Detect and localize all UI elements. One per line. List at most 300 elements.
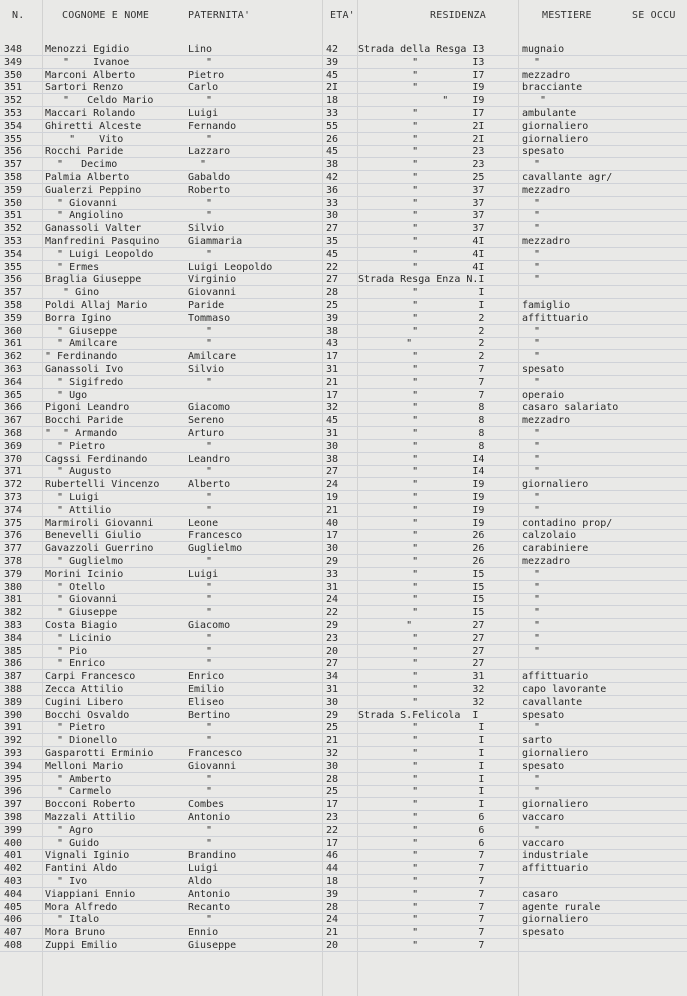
- row-number: 348: [4, 44, 23, 55]
- row-occupation: cavallante: [522, 696, 583, 708]
- row-paternity: Luigi Leopoldo: [188, 261, 273, 273]
- table-row: [0, 466, 687, 478]
- row-number: 350: [4, 69, 23, 81]
- row-name: Costa Biagio: [45, 620, 118, 631]
- row-name: Carpi Francesco: [45, 671, 136, 683]
- row-number: 392: [4, 735, 23, 747]
- row-occupation: spesato: [522, 709, 565, 721]
- row-name: " Ermes: [45, 261, 100, 273]
- table-row: [0, 121, 687, 133]
- row-paternity: Virginio: [188, 274, 237, 286]
- row-paternity: Emilio: [188, 684, 225, 695]
- row-number: 389: [4, 696, 23, 708]
- row-residence: " 8: [358, 440, 485, 452]
- row-paternity: ": [188, 56, 213, 68]
- row-paternity: ": [188, 504, 213, 516]
- row-number: 385: [4, 645, 23, 657]
- row-paternity: Bertino: [188, 709, 231, 721]
- row-age: 17: [326, 389, 339, 401]
- row-occupation: ": [522, 645, 541, 657]
- row-paternity: Recanto: [188, 901, 231, 913]
- row-age: 24: [326, 914, 339, 926]
- row-occupation: giornaliero: [522, 479, 589, 491]
- row-number: 350: [4, 197, 23, 209]
- row-name: Ganassoli Valter: [45, 223, 142, 235]
- row-age: 34: [326, 671, 339, 683]
- table-row: [0, 70, 687, 82]
- row-paternity: Francesco: [188, 748, 243, 759]
- table-row: [0, 876, 687, 888]
- row-age: 27: [326, 223, 339, 235]
- table-row: [0, 479, 687, 491]
- row-occupation: ": [522, 338, 541, 350]
- row-residence: " 7: [358, 364, 485, 375]
- table-row: [0, 390, 687, 402]
- row-occupation: affittuario: [522, 671, 589, 683]
- row-name: Vignali Iginio: [45, 850, 130, 862]
- row-name: " " Armando: [45, 428, 118, 439]
- row-paternity: ": [188, 556, 213, 567]
- row-name: Bocchi Paride: [45, 415, 124, 427]
- row-number: 357: [4, 287, 23, 299]
- row-age: 33: [326, 108, 339, 119]
- row-paternity: Giammaria: [188, 236, 243, 247]
- row-age: 19: [326, 492, 339, 503]
- row-age: 31: [326, 364, 339, 375]
- row-residence: " I: [358, 287, 485, 299]
- row-residence: " 26: [358, 530, 485, 542]
- table-row: [0, 505, 687, 517]
- row-paternity: Giovanni: [188, 760, 237, 772]
- row-name: Zuppi Emilio: [45, 940, 118, 951]
- row-residence: " I9: [358, 479, 485, 491]
- table-row: [0, 95, 687, 107]
- row-paternity: ": [188, 159, 207, 171]
- row-number: 373: [4, 492, 23, 503]
- row-occupation: ": [522, 594, 541, 606]
- row-occupation: spesato: [522, 927, 565, 939]
- row-residence: " 32: [358, 696, 485, 708]
- row-paternity: Arturo: [188, 428, 225, 439]
- row-age: 17: [326, 530, 339, 542]
- row-age: 39: [326, 888, 339, 900]
- row-age: 46: [326, 850, 339, 862]
- row-occupation: spesato: [522, 364, 565, 375]
- table-row: [0, 697, 687, 709]
- row-paternity: Tommaso: [188, 312, 231, 324]
- row-number: 384: [4, 632, 23, 644]
- row-number: 356: [4, 146, 23, 158]
- row-age: 29: [326, 556, 339, 567]
- table-row: [0, 223, 687, 235]
- row-number: 377: [4, 543, 23, 555]
- row-age: 45: [326, 69, 339, 81]
- row-number: 354: [4, 248, 23, 260]
- row-number: 375: [4, 517, 23, 529]
- row-occupation: vaccaro: [522, 837, 565, 849]
- row-name: " Attilio: [45, 504, 112, 516]
- row-age: 31: [326, 684, 339, 695]
- row-name: Gualerzi Peppino: [45, 184, 142, 196]
- row-age: 33: [326, 568, 339, 580]
- row-age: 42: [326, 172, 339, 183]
- row-occupation: ": [522, 351, 541, 363]
- row-age: 32: [326, 402, 339, 414]
- row-name: Sartori Renzo: [45, 82, 124, 94]
- row-paternity: Silvio: [188, 364, 225, 375]
- row-number: 381: [4, 594, 23, 606]
- row-occupation: ": [522, 773, 541, 785]
- row-residence: " 8: [358, 415, 485, 427]
- row-paternity: Alberto: [188, 479, 231, 491]
- table-row: [0, 44, 687, 56]
- row-age: 31: [326, 581, 339, 593]
- row-residence: " 37: [358, 197, 485, 209]
- row-age: 22: [326, 607, 339, 619]
- row-name: " Licinio: [45, 632, 112, 644]
- row-paternity: ": [188, 722, 213, 734]
- row-number: 391: [4, 722, 23, 734]
- table-row: [0, 249, 687, 261]
- row-occupation: ": [522, 466, 541, 478]
- row-number: 361: [4, 338, 23, 350]
- table-row: [0, 582, 687, 594]
- row-number: 406: [4, 914, 23, 926]
- row-name: Marconi Alberto: [45, 69, 136, 81]
- row-residence: " I: [358, 722, 485, 734]
- table-row: [0, 262, 687, 274]
- row-occupation: ": [522, 325, 541, 337]
- row-residence: " I9: [358, 95, 485, 107]
- row-residence: " 23: [358, 159, 485, 171]
- row-paternity: Brandino: [188, 850, 237, 862]
- row-age: 38: [326, 325, 339, 337]
- row-occupation: ": [522, 261, 541, 273]
- row-paternity: ": [188, 773, 213, 785]
- row-paternity: Paride: [188, 300, 225, 311]
- row-paternity: Antonio: [188, 888, 231, 900]
- row-residence: " I4: [358, 466, 485, 478]
- row-number: 352: [4, 95, 23, 107]
- row-residence: " 27: [358, 632, 485, 644]
- table-row: [0, 146, 687, 158]
- row-name: Melloni Mario: [45, 760, 124, 772]
- row-number: 395: [4, 773, 23, 785]
- row-age: 39: [326, 56, 339, 68]
- row-age: 30: [326, 210, 339, 222]
- row-residence: " 2I: [358, 120, 485, 132]
- table-row: [0, 274, 687, 286]
- row-occupation: ": [522, 376, 541, 388]
- row-paternity: Antonio: [188, 812, 231, 823]
- row-name: " Amberto: [45, 773, 112, 785]
- row-age: 38: [326, 453, 339, 465]
- row-name: Braglia Giuseppe: [45, 274, 142, 286]
- row-age: 33: [326, 197, 339, 209]
- row-number: 386: [4, 658, 23, 670]
- row-residence: " I9: [358, 492, 485, 503]
- row-age: 27: [326, 658, 339, 670]
- row-residence: " I: [358, 799, 485, 811]
- table-row: [0, 812, 687, 824]
- row-age: 42: [326, 44, 339, 55]
- row-occupation: ": [522, 504, 541, 516]
- row-paternity: ": [188, 492, 213, 503]
- table-row: [0, 838, 687, 850]
- row-residence: " I: [358, 786, 485, 798]
- row-age: 38: [326, 159, 339, 171]
- row-occupation: ": [522, 568, 541, 580]
- row-paternity: ": [188, 607, 213, 619]
- row-occupation: ": [522, 95, 547, 107]
- row-occupation: sarto: [522, 735, 553, 747]
- row-residence: " 7: [358, 850, 485, 862]
- row-name: Rocchi Paride: [45, 146, 124, 158]
- row-name: Bocconi Roberto: [45, 799, 136, 811]
- row-name: " Giovanni: [45, 197, 118, 209]
- row-occupation: casaro salariato: [522, 402, 619, 414]
- row-paternity: ": [188, 338, 213, 350]
- row-residence: " 31: [358, 671, 485, 683]
- row-occupation: giornaliero: [522, 799, 589, 811]
- table-row: [0, 850, 687, 862]
- row-occupation: mezzadro: [522, 184, 571, 196]
- table-row: [0, 889, 687, 901]
- row-paternity: Francesco: [188, 530, 243, 542]
- row-age: 45: [326, 248, 339, 260]
- row-number: 378: [4, 556, 23, 567]
- row-name: Marmiroli Giovanni: [45, 517, 154, 529]
- row-paternity: Aldo: [188, 876, 213, 887]
- row-occupation: mezzadro: [522, 415, 571, 427]
- table-row: [0, 351, 687, 363]
- row-age: 29: [326, 620, 339, 631]
- row-number: 403: [4, 876, 23, 887]
- row-residence: " 7: [358, 888, 485, 900]
- row-residence: " 26: [358, 556, 485, 567]
- row-occupation: ": [522, 210, 541, 222]
- row-occupation: bracciante: [522, 82, 583, 94]
- row-age: 28: [326, 773, 339, 785]
- row-name: " Giuseppe: [45, 607, 118, 619]
- row-residence: " 7: [358, 389, 485, 401]
- row-name: " Augusto: [45, 466, 112, 478]
- table-row: [0, 185, 687, 197]
- row-occupation: affittuario: [522, 312, 589, 324]
- row-residence: " I9: [358, 82, 485, 94]
- row-number: 402: [4, 863, 23, 875]
- row-number: 396: [4, 786, 23, 798]
- row-paternity: Eliseo: [188, 696, 225, 708]
- table-row: [0, 210, 687, 222]
- row-residence: " I5: [358, 581, 485, 593]
- table-row: [0, 594, 687, 606]
- row-residence: " 2: [358, 325, 485, 337]
- row-age: 25: [326, 722, 339, 734]
- row-paternity: ": [188, 376, 213, 388]
- table-row: [0, 684, 687, 696]
- row-paternity: Sereno: [188, 415, 225, 427]
- row-name: Palmia Alberto: [45, 172, 130, 183]
- table-row: [0, 108, 687, 120]
- header-residence: RESIDENZA: [430, 10, 486, 21]
- row-occupation: contadino prop/: [522, 517, 613, 529]
- row-residence: " 7: [358, 927, 485, 939]
- row-residence: " 8: [358, 402, 485, 414]
- row-number: 363: [4, 364, 23, 375]
- row-paternity: ": [188, 133, 213, 145]
- row-occupation: giornaliero: [522, 914, 589, 926]
- row-number: 369: [4, 440, 23, 452]
- row-name: Mora Alfredo: [45, 901, 118, 913]
- row-age: 36: [326, 184, 339, 196]
- row-age: 17: [326, 837, 339, 849]
- row-name: " Luigi: [45, 492, 100, 503]
- row-occupation: operaio: [522, 389, 565, 401]
- row-paternity: Enrico: [188, 671, 225, 683]
- row-name: " Ugo: [45, 389, 88, 401]
- row-name: " Vito: [45, 133, 124, 145]
- row-residence: " 8: [358, 428, 485, 439]
- row-occupation: casaro: [522, 888, 559, 900]
- row-name: Gasparotti Erminio: [45, 748, 154, 759]
- row-occupation: affittuario: [522, 863, 589, 875]
- row-paternity: ": [188, 632, 213, 644]
- row-name: Menozzi Egidio: [45, 44, 130, 55]
- row-occupation: ": [522, 620, 541, 631]
- row-number: 355: [4, 133, 23, 145]
- row-name: " Pietro: [45, 722, 106, 734]
- row-paternity: ": [188, 837, 213, 849]
- table-row: [0, 799, 687, 811]
- table-row: [0, 914, 687, 926]
- row-residence: " I7: [358, 108, 485, 119]
- row-age: 24: [326, 479, 339, 491]
- table-row: [0, 492, 687, 504]
- row-residence: " I7: [358, 69, 485, 81]
- row-age: 45: [326, 415, 339, 427]
- row-residence: " I5: [358, 594, 485, 606]
- table-row: [0, 748, 687, 760]
- row-number: 349: [4, 56, 23, 68]
- table-row: [0, 287, 687, 299]
- table-row: [0, 556, 687, 568]
- row-number: 358: [4, 172, 23, 183]
- row-number: 357: [4, 159, 23, 171]
- row-paternity: ": [188, 325, 213, 337]
- row-name: " Giuseppe: [45, 325, 118, 337]
- row-number: 358: [4, 300, 23, 311]
- row-name: Mazzali Attilio: [45, 812, 136, 823]
- row-number: 401: [4, 850, 23, 862]
- row-number: 353: [4, 236, 23, 247]
- row-number: 360: [4, 325, 23, 337]
- row-name: " Enrico: [45, 658, 106, 670]
- row-age: 24: [326, 594, 339, 606]
- row-name: Mora Bruno: [45, 927, 106, 939]
- row-occupation: mezzadro: [522, 556, 571, 567]
- row-age: 23: [326, 812, 339, 823]
- row-age: 26: [326, 133, 339, 145]
- row-occupation: mugnaio: [522, 44, 565, 55]
- row-number: 368: [4, 428, 23, 439]
- row-residence: Strada S.Felicola I: [358, 709, 479, 721]
- row-occupation: mezzadro: [522, 69, 571, 81]
- row-age: 44: [326, 863, 339, 875]
- row-age: 32: [326, 748, 339, 759]
- row-number: 408: [4, 940, 23, 951]
- row-age: 21: [326, 735, 339, 747]
- row-name: Cugini Libero: [45, 696, 124, 708]
- row-name: Gavazzoli Guerrino: [45, 543, 154, 555]
- row-age: 55: [326, 120, 339, 132]
- row-occupation: ": [522, 492, 541, 503]
- row-number: 383: [4, 620, 23, 631]
- row-number: 367: [4, 415, 23, 427]
- row-paternity: Lazzaro: [188, 146, 231, 158]
- row-occupation: ambulante: [522, 108, 577, 119]
- row-name: Borra Igino: [45, 312, 112, 324]
- table-row: [0, 607, 687, 619]
- table-row: [0, 441, 687, 453]
- row-number: 356: [4, 274, 23, 286]
- row-paternity: Luigi: [188, 568, 219, 580]
- row-residence: Strada Resga Enza N.I: [358, 274, 485, 286]
- row-paternity: Amilcare: [188, 351, 237, 363]
- table-row: [0, 825, 687, 837]
- row-number: 351: [4, 82, 23, 94]
- row-number: 380: [4, 581, 23, 593]
- row-age: 17: [326, 351, 339, 363]
- row-name: Zecca Attilio: [45, 684, 124, 695]
- table-row: [0, 774, 687, 786]
- table-row: [0, 735, 687, 747]
- row-residence: " 37: [358, 184, 485, 196]
- row-occupation: giornaliero: [522, 133, 589, 145]
- row-occupation: ": [522, 632, 541, 644]
- row-occupation: cavallante agr/: [522, 172, 613, 183]
- row-name: " Otello: [45, 581, 106, 593]
- header-number: N.: [12, 10, 25, 21]
- table-row: [0, 927, 687, 939]
- table-row: [0, 620, 687, 632]
- row-paternity: Combes: [188, 799, 225, 811]
- row-number: 370: [4, 453, 23, 465]
- row-occupation: industriale: [522, 850, 589, 862]
- row-residence: " I: [358, 748, 485, 759]
- row-residence: " 27: [358, 658, 485, 670]
- row-age: 18: [326, 876, 339, 887]
- table-row: [0, 761, 687, 773]
- row-paternity: Luigi: [188, 863, 219, 875]
- row-paternity: Roberto: [188, 184, 231, 196]
- row-paternity: Fernando: [188, 120, 237, 132]
- row-residence: " 7: [358, 901, 485, 913]
- row-occupation: ": [522, 607, 541, 619]
- row-occupation: giornaliero: [522, 748, 589, 759]
- row-number: 372: [4, 479, 23, 491]
- row-number: 407: [4, 927, 23, 939]
- row-occupation: calzolaio: [522, 530, 577, 542]
- row-paternity: Giacomo: [188, 620, 231, 631]
- table-row: [0, 633, 687, 645]
- row-number: 404: [4, 888, 23, 900]
- table-row: [0, 198, 687, 210]
- row-name: " Gino: [45, 287, 100, 299]
- row-number: 390: [4, 709, 23, 721]
- row-paternity: Leandro: [188, 453, 231, 465]
- row-paternity: Lino: [188, 44, 213, 55]
